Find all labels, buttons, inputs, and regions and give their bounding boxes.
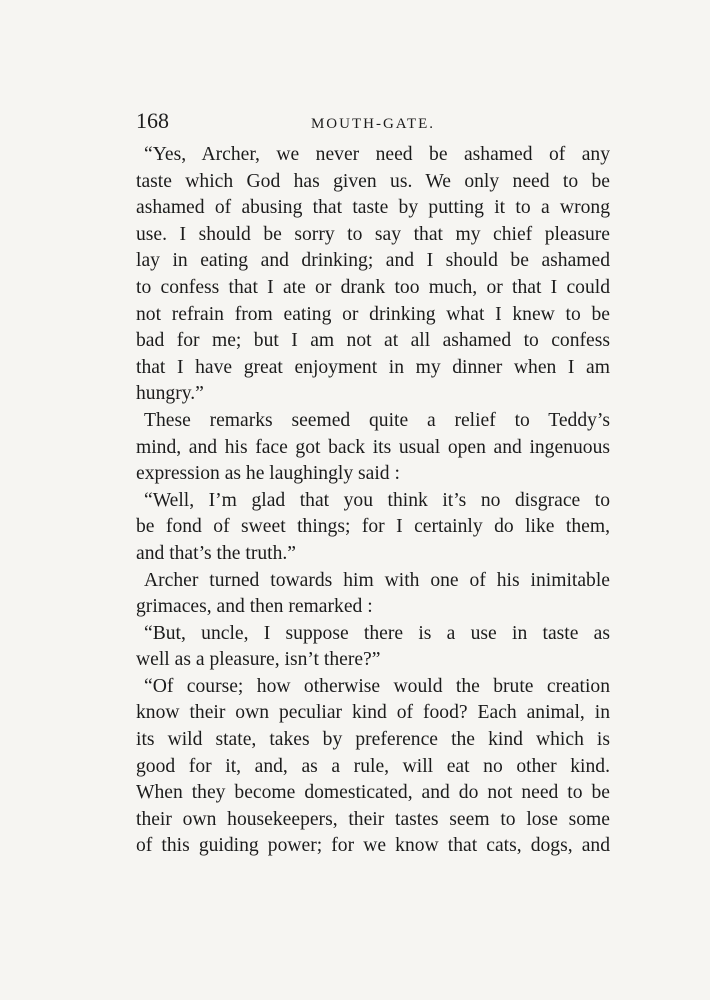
text-line: be fond of sweet things; for I certainly do like them, xyxy=(136,516,610,538)
text-line: good for it, and, as a rule, will eat no other kind. xyxy=(136,755,610,777)
paragraph xyxy=(136,408,610,488)
text-line: “Well, I’m glad that you think it’s no disgrace to xyxy=(144,489,610,511)
text-line: These remarks seemed quite a relief to Teddy’s xyxy=(144,409,610,431)
paragraph xyxy=(136,621,610,674)
text-line: When they become domesticated, and do not need to be xyxy=(136,782,610,804)
text-line: their own housekeepers, their tastes seem to lose some xyxy=(136,808,610,830)
text-line: well as a pleasure, isn’t there?” xyxy=(136,649,381,671)
text-line: know their own peculiar kind of food? Each animal, in xyxy=(136,702,610,724)
body-text xyxy=(136,142,610,860)
text-line: “But, uncle, I suppose there is a use in taste as xyxy=(144,622,610,644)
text-line: and that’s the truth.” xyxy=(136,542,296,564)
paragraph xyxy=(136,568,610,621)
text-line: lay in eating and drinking; and I should be ashamed xyxy=(136,250,610,272)
text-line: of this guiding power; for we know that cats, dogs, and xyxy=(136,835,610,857)
text-line: taste which God has given us. We only need to be xyxy=(136,170,610,192)
text-line: ashamed of abusing that taste by putting it to a wrong xyxy=(136,197,610,219)
text-line: grimaces, and then remarked : xyxy=(136,596,373,618)
paragraph xyxy=(136,488,610,568)
text-line: expression as he laughingly said : xyxy=(136,463,400,485)
text-line: hungry.” xyxy=(136,383,204,405)
text-line: use. I should be sorry to say that my chief pleasure xyxy=(136,223,610,245)
text-line: “Yes, Archer, we never need be ashamed of any xyxy=(144,144,610,165)
text-line: mind, and his face got back its usual open and ingenuous xyxy=(136,436,610,458)
text-line: not refrain from eating or drinking what I knew to be xyxy=(136,303,610,325)
text-line: Archer turned towards him with one of his inimitable xyxy=(144,569,610,591)
text-line: bad for me; but I am not at all ashamed to confess xyxy=(136,330,610,352)
text-line: “Of course; how otherwise would the brute creation xyxy=(144,675,610,697)
running-head: MOUTH-GATE. xyxy=(310,116,436,132)
paragraph xyxy=(136,142,610,408)
page-number: 168 xyxy=(136,108,169,133)
page-header xyxy=(136,106,610,136)
text-line: that I have great enjoyment in my dinner when I am xyxy=(136,356,610,378)
text-line: to confess that I ate or drank too much, or that I could xyxy=(136,276,610,298)
paragraph xyxy=(136,674,610,860)
text-line: its wild state, takes by preference the kind which is xyxy=(136,729,610,751)
